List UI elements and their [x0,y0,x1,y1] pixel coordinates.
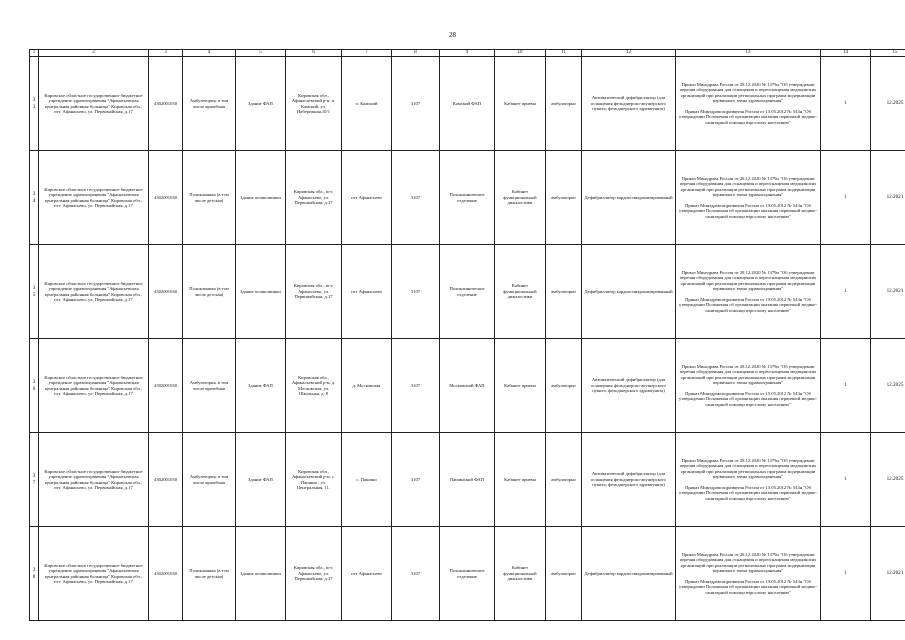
organization-cell: Кировское областное государственное бюджетное учреждение здравоохранения "Афанасьевская центральная районная больница" Кировская обл., пгт. Афанасьево, ул. Первомайская, д.17 [39,57,149,151]
quantity-cell: 1 [821,245,871,339]
legal-basis-cell [676,57,821,151]
quantity-cell: 1 [821,339,871,433]
row-number-cell: 34 [30,151,39,245]
address-cell: Кировская обл., Афанасьевский р-н, с. Пашино , ул. Центральная, 11. [286,433,342,527]
column-header: 1 [30,50,39,57]
facility-type-cell: Амбулатория, в том числе врачебная [183,57,236,151]
table-row [30,433,905,527]
territory-code-cell: 3107 [392,527,440,621]
row-number-cell: 33 [30,57,39,151]
table-row [30,339,905,433]
facility-type-cell: Поликлиника (в том числе детская) [183,151,236,245]
legal-basis-text: Приказ Минздрава России от 28.12.2020 № 1379н "Об утверждении перечня оборудования для оснащения и переоснащения медицинских организаций при реализации региональных программ модернизации первичного звена здравоохранения" [679,364,817,386]
row-number-cell: 38 [30,527,39,621]
row-number-cell: 35 [30,245,39,339]
building-cell: Здание поликлиники [236,245,286,339]
equipment-cell: Автоматический дефибриллятор (для оснащения фельдшерско-акушерского пункта, фельдшерского здравпункта) [582,433,676,527]
column-header: 7 [342,50,392,57]
room-cell: Кабинет приема [495,57,546,151]
legal-basis-text: Приказ Минздрава России от 28.12.2020 № 1379н "Об утверждении перечня оборудования для оснащения и переоснащения медицинских организаций при реализации региональных программ модернизации первичного звена здравоохранения" [679,82,817,104]
care-condition-cell: амбулаторно [546,245,582,339]
care-condition-cell: амбулаторно [546,433,582,527]
legal-basis-cell [676,433,821,527]
organization-cell: Кировское областное государственное бюджетное учреждение здравоохранения "Афанасьевская центральная районная больница" Кировская обл., пгт. Афанасьево, ул. Первомайская, д.17 [39,339,149,433]
locality-cell: д. Московская [342,339,392,433]
building-cell: Здание ФАП [236,57,286,151]
address-cell: Кировская обл., пгт. Афанасьево, ул. Первомайская, д.17 [286,527,342,621]
address-cell: Кировская обл., Афанасьевский р-н, п. Камский, ул. Набережная,10/1 [286,57,342,151]
facility-type-cell: Поликлиника (в том числе детская) [183,527,236,621]
equipment-cell: Дефибриллятор кардиосинхронизированный [582,245,676,339]
territory-code-cell: 3107 [392,339,440,433]
address-cell: Кировская обл., пгт. Афанасьево, ул. Первомайская, д.17 [286,245,342,339]
legal-basis-cell [676,339,821,433]
date-cell: 12.2021 [871,245,905,339]
table-row [30,527,905,621]
page-number: 28 [449,31,456,39]
table-row [30,245,905,339]
column-header: 10 [495,50,546,57]
care-condition-cell: амбулаторно [546,339,582,433]
quantity-cell: 1 [821,57,871,151]
room-cell: Кабинет функциональной диагностики [495,245,546,339]
column-header: 14 [821,50,871,57]
legal-basis-text: Приказ Минздравсоцразвития России от 15.05.2012 № 543н "Об утверждении Положения об организации оказания первичной медико-санитарной помощи взрослому населению" [679,390,817,407]
date-cell: 12.2021 [871,151,905,245]
legal-basis-text: Приказ Минздравсоцразвития России от 15.05.2012 № 543н "Об утверждении Положения об организации оказания первичной медико-санитарной помощи взрослому населению" [679,202,817,219]
organization-cell: Кировское областное государственное бюджетное учреждение здравоохранения "Афанасьевская центральная районная больница" Кировская обл., пгт. Афанасьево, ул. Первомайская, д.17 [39,433,149,527]
address-cell: Кировская обл., Афанасьевский р-н, д. Московская, ул. Школьная, д. 8 [286,339,342,433]
date-cell: 12.2025 [871,433,905,527]
quantity-cell: 1 [821,151,871,245]
table-row [30,151,905,245]
locality-cell: пгт Афанасьево [342,245,392,339]
room-cell: Кабинет функциональной диагностики [495,527,546,621]
org-code-cell: 4302001030 [149,57,183,151]
unit-cell: Поликлиническое отделение [440,245,495,339]
unit-cell: Поликлиническое отделение [440,527,495,621]
legal-basis-text: Приказ Минздрава России от 28.12.2020 № 1379н "Об утверждении перечня оборудования для оснащения и переоснащения медицинских организаций при реализации региональных программ модернизации первичного звена здравоохранения" [679,552,817,574]
organization-cell: Кировское областное государственное бюджетное учреждение здравоохранения "Афанасьевская центральная районная больница" Кировская обл., пгт. Афанасьево, ул. Первомайская, д.17 [39,151,149,245]
quantity-cell: 1 [821,527,871,621]
legal-basis-text: Приказ Минздравсоцразвития России от 15.05.2012 № 543н "Об утверждении Положения об организации оказания первичной медико-санитарной помощи взрослому населению" [679,108,817,125]
column-header: 12 [582,50,676,57]
territory-code-cell: 3107 [392,57,440,151]
legal-basis-text: Приказ Минздрава России от 28.12.2020 № 1379н "Об утверждении перечня оборудования для оснащения и переоснащения медицинских организаций при реализации региональных программ модернизации первичного звена здравоохранения" [679,270,817,292]
legal-basis-text: Приказ Минздравсоцразвития России от 15.05.2012 № 543н "Об утверждении Положения об организации оказания первичной медико-санитарной помощи взрослому населению" [679,484,817,501]
column-header: 11 [546,50,582,57]
date-cell: 12.2021 [871,527,905,621]
legal-basis-text: Приказ Минздрава России от 28.12.2020 № 1379н "Об утверждении перечня оборудования для оснащения и переоснащения медицинских организаций при реализации региональных программ модернизации первичного звена здравоохранения" [679,458,817,480]
legal-basis-cell [676,151,821,245]
column-header: 3 [149,50,183,57]
unit-cell: Московский ФАП [440,339,495,433]
room-cell: Кабинет приема [495,433,546,527]
org-code-cell: 4302001030 [149,151,183,245]
date-cell: 12.2025 [871,339,905,433]
row-number-cell: 36 [30,339,39,433]
org-code-cell: 4302001030 [149,433,183,527]
org-code-cell: 4302001030 [149,339,183,433]
legal-basis-text: Приказ Минздравсоцразвития России от 15.05.2012 № 543н "Об утверждении Положения об организации оказания первичной медико-санитарной помощи взрослому населению" [679,296,817,313]
quantity-cell: 1 [821,433,871,527]
column-header: 2 [39,50,149,57]
legal-basis-cell [676,245,821,339]
territory-code-cell: 3107 [392,245,440,339]
table-row [30,57,905,151]
legal-basis-text: Приказ Минздрава России от 28.12.2020 № 1379н "Об утверждении перечня оборудования для оснащения и переоснащения медицинских организаций при реализации региональных программ модернизации первичного звена здравоохранения" [679,176,817,198]
locality-cell: п. Камский [342,57,392,151]
unit-cell: Камский ФАП [440,57,495,151]
column-header: 4 [183,50,236,57]
organization-cell: Кировское областное государственное бюджетное учреждение здравоохранения "Афанасьевская центральная районная больница" Кировская обл., пгт. Афанасьево, ул. Первомайская, д.17 [39,245,149,339]
facility-type-cell: Амбулатория, в том числе врачебная [183,433,236,527]
equipment-cell: Дефибриллятор кардиосинхронизированный [582,527,676,621]
facility-type-cell: Поликлиника (в том числе детская) [183,245,236,339]
care-condition-cell: амбулаторно [546,527,582,621]
equipment-cell: Автоматический дефибриллятор (для оснащения фельдшерско-акушерского пункта, фельдшерского здравпункта) [582,57,676,151]
equipment-table [29,49,905,621]
building-cell: Здание ФАП [236,433,286,527]
equipment-cell: Автоматический дефибриллятор (для оснащения фельдшерско-акушерского пункта, фельдшерского здравпункта) [582,339,676,433]
legal-basis-text: Приказ Минздравсоцразвития России от 15.05.2012 № 543н "Об утверждении Положения об организации оказания первичной медико-санитарной помощи взрослому населению" [679,578,817,595]
room-cell: Кабинет приема [495,339,546,433]
territory-code-cell: 3107 [392,151,440,245]
column-header: 8 [392,50,440,57]
date-cell: 12.2025 [871,57,905,151]
room-cell: Кабинет функциональной диагностики [495,151,546,245]
legal-basis-cell [676,527,821,621]
org-code-cell: 4302001030 [149,245,183,339]
care-condition-cell: амбулаторно [546,57,582,151]
facility-type-cell: Амбулатория, в том числе врачебная [183,339,236,433]
unit-cell: Поликлиническое отделение [440,151,495,245]
address-cell: Кировская обл., пгт. Афанасьево, ул. Первомайская, д.17 [286,151,342,245]
org-code-cell: 4302001030 [149,527,183,621]
locality-cell: пгт Афанасьево [342,527,392,621]
column-header: 6 [286,50,342,57]
column-header: 13 [676,50,821,57]
equipment-cell: Дефибриллятор кардиосинхронизированный [582,151,676,245]
organization-cell: Кировское областное государственное бюджетное учреждение здравоохранения "Афанасьевская центральная районная больница" Кировская обл., пгт. Афанасьево, ул. Первомайская, д.17 [39,527,149,621]
building-cell: Здание ФАП [236,339,286,433]
locality-cell: с. Пашино [342,433,392,527]
row-number-cell: 37 [30,433,39,527]
building-cell: Здание поликлиники [236,151,286,245]
locality-cell: пгт Афанасьево [342,151,392,245]
unit-cell: Пашинский ФАП [440,433,495,527]
column-header: 5 [236,50,286,57]
column-header: 9 [440,50,495,57]
header-row [30,50,905,57]
care-condition-cell: амбулаторно [546,151,582,245]
building-cell: Здание поликлиники [236,527,286,621]
territory-code-cell: 3107 [392,433,440,527]
column-header: 15 [871,50,905,57]
